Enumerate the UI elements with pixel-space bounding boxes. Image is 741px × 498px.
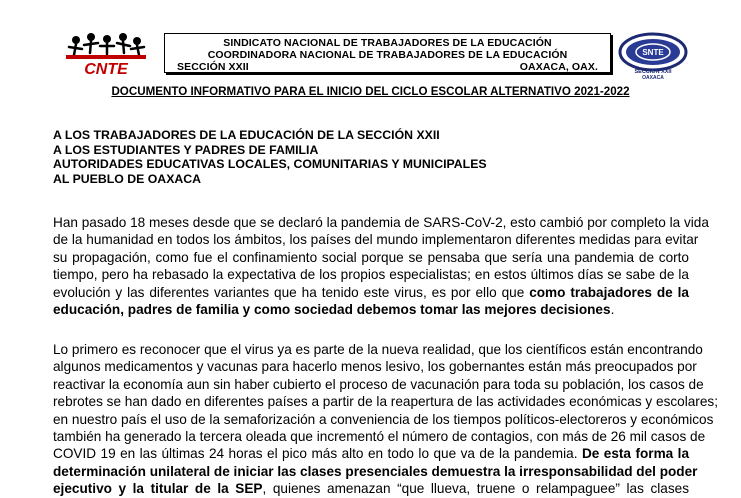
- paragraph-line: [53, 480, 689, 497]
- paragraph-line: [53, 445, 689, 462]
- paragraph-text: .: [610, 302, 615, 318]
- seal-caption-2: OAXACA: [642, 75, 664, 80]
- paragraph-text: , quienes amenazan “que llueva, truene o relampaguee” las clases: [262, 481, 689, 497]
- cnte-logo-text: CNTE: [84, 61, 128, 77]
- paragraph-line: Han pasado 18 meses desde que se declaró la pandemia de SARS-CoV-2, esto cambió por completo la vida: [53, 215, 709, 230]
- addressee-item: AL PUEBLO DE OAXACA: [53, 171, 202, 186]
- paragraph-bold-text: ejecutivo y la titular de la SEP: [53, 481, 263, 497]
- paragraph-line: [53, 284, 689, 301]
- seal-text: SNTE: [642, 48, 664, 57]
- header-section: SECCIÓN XXII: [177, 61, 249, 73]
- seal-caption: SECCION XXII: [634, 69, 672, 75]
- paragraph-2: [53, 341, 718, 498]
- paragraph-bold-text: educación, padres de familia y como sociedad debemos tomar las mejores decisiones: [53, 302, 611, 318]
- paragraph-line: en nuestro país el uso de la semaforización a conveniencia de los tiempos políticos-electoreros y económicos: [53, 411, 714, 427]
- addressee-item: A LOS TRABAJADORES DE LA EDUCACIÓN DE LA SECCIÓN XXII: [53, 128, 440, 142]
- paragraph-line: [53, 301, 689, 318]
- paragraph-line: tiempo, pero ha rebasado la expectativa de los propios especialistas; en estos últimos días se sabe de la: [53, 267, 689, 283]
- paragraph-line: de la humanidad en todos los ámbitos, los países del mundo implementaron diferentes medidas para evitar: [53, 232, 699, 248]
- snte-seccion-xxii-seal-icon: [616, 32, 690, 80]
- paragraph-line: algunos medicamentos y vacunas para hacerlo menos lesivo, los gobernantes están más preocupados por: [53, 359, 697, 375]
- paragraph-line: [53, 463, 698, 480]
- paragraph-text: COVID 19 en las últimas 24 horas el pico más alto en todo lo que va de la pandemia.: [53, 446, 578, 462]
- header-line-2: COORDINADORA NACIONAL DE TRABAJADORES DE LA EDUCACIÓN: [207, 49, 568, 61]
- addressee-list: [53, 128, 487, 186]
- paragraph-line: Lo primero es reconocer que el virus ya es parte de la nueva realidad, que los científicos están encontrando: [53, 342, 703, 357]
- paragraph-line: su propagación, como fue el confinamiento social porque se pensaba que sería una pandemia de corto: [53, 249, 689, 265]
- paragraph-bold-text: determinación unilateral de iniciar las clases presenciales demuestra la irresponsabilidad del poder: [53, 463, 698, 479]
- document-title: DOCUMENTO INFORMATIVO PARA EL INICIO DEL CICLO ESCOLAR ALTERNATIVO 2021-2022: [111, 85, 630, 98]
- paragraph-line: también ha generado la tercera oleada que incrementó el número de contagios, con más de 26 mil casos de: [53, 429, 706, 445]
- paragraph-bold-text: De esta forma la: [581, 446, 689, 462]
- header-box: [164, 33, 611, 73]
- addressee-item: A LOS ESTUDIANTES Y PADRES DE FAMILIA: [53, 142, 319, 157]
- paragraph-bold-text: como trabajadores de la: [529, 284, 689, 300]
- cnte-logo-icon: [60, 31, 152, 77]
- header-city: OAXACA, OAX.: [519, 61, 598, 73]
- header-line-1: SINDICATO NACIONAL DE TRABAJADORES DE LA EDUCACIÓN: [223, 37, 552, 49]
- paragraph-1: [53, 214, 709, 318]
- paragraph-line: reactivar la economía aun sin haber cubierto el proceso de vacunación para toda su población, los casos de: [53, 376, 704, 392]
- paragraph-line: rebrotes se han dado en diferentes países a partir de la reapertura de las actividades económicas y escolares;: [53, 394, 718, 410]
- paragraph-text: evolución y las diferentes variantes que ha tenido este virus, es por ello que: [53, 284, 525, 300]
- addressee-item: AUTORIDADES EDUCATIVAS LOCALES, COMUNITARIAS Y MUNICIPALES: [53, 157, 487, 172]
